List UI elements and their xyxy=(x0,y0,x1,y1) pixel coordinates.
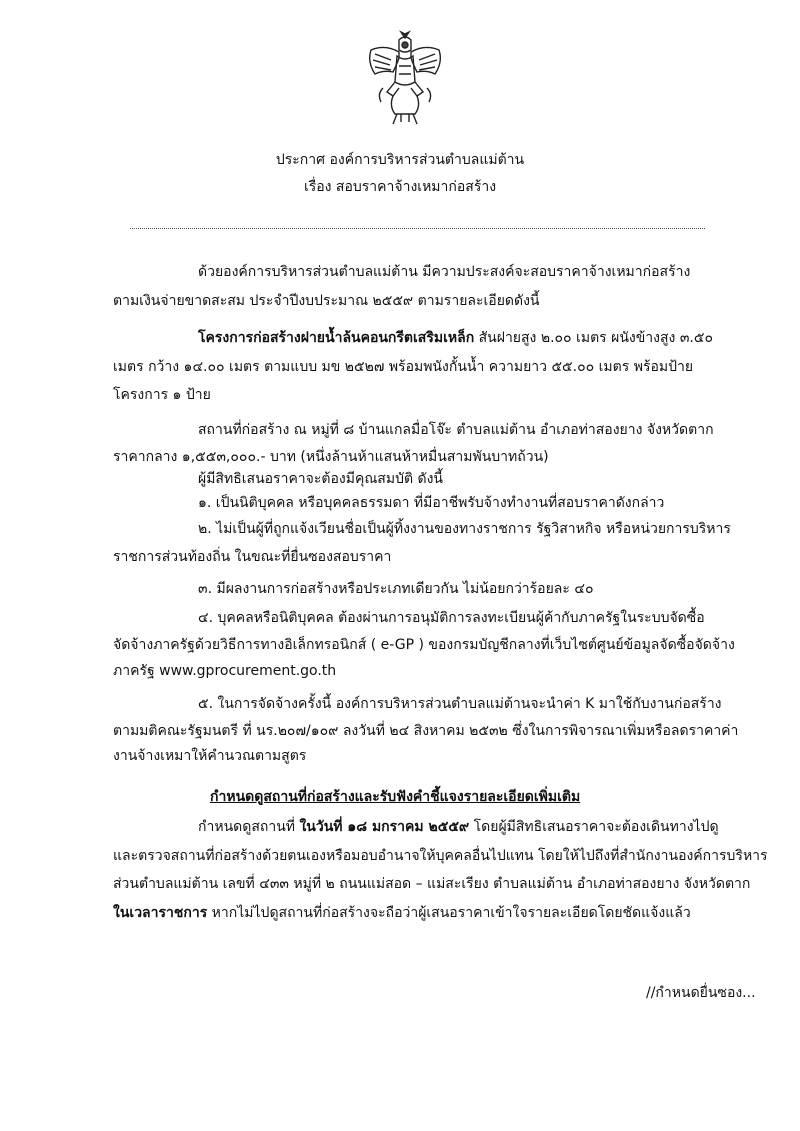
visit-line-4 xyxy=(113,903,691,923)
visit-line-1-rest: โดยผู้มีสิทธิเสนอราคาจะต้องเดินทางไปดู xyxy=(469,819,719,835)
qualification-1: ๑. เป็นนิติบุคคล หรือบุคคลธรรมดา ที่มีอาชีพรับจ้างทำงานที่สอบราคาดังกล่าว xyxy=(198,495,665,511)
qualification-4-line-2: จัดจ้างภาครัฐด้วยวิธีการทางอิเล็กทรอนิกส์ ( e-GP ) ของกรมบัญชีกลางที่เว็บไซต์ศูนย์ข้อมูลจัดซื้อจัดจ้าง xyxy=(113,637,735,653)
qualification-2-line-2: ราชการส่วนท้องถิ่น ในขณะที่ยื่นซองสอบราคา xyxy=(113,549,392,565)
intro-line-1: ด้วยองค์การบริหารส่วนตำบลแม่ต้าน มีความประสงค์จะสอบราคาจ้างเหมาก่อสร้าง xyxy=(198,264,691,280)
visit-line-1 xyxy=(198,817,719,837)
project-line-2: เมตร กว้าง ๑๔.๐๐ เมตร ตามแบบ มข ๒๕๒๗ พร้อมพนังกั้นน้ำ ความยาว ๕๕.๐๐ เมตร พร้อมป้าย xyxy=(113,359,694,375)
qualification-5-line-3: งานจ้างเหมาให้คำนวณตามสูตร xyxy=(113,748,307,764)
location-line: สถานที่ก่อสร้าง ณ หมู่ที่ ๘ บ้านแกลมื่อโจ๊ะ ตำบลแม่ต้าน อำเภอท่าสองยาง จังหวัดตาก xyxy=(198,422,714,438)
dotted-divider xyxy=(130,228,705,229)
visit-line-1-lead: กำหนดดูสถานที่ xyxy=(198,819,300,835)
visit-line-4-rest: หากไม่ไปดูสถานที่ก่อสร้างจะถือว่าผู้เสนอราคาเข้าใจรายละเอียดโดยชัดแจ้งแล้ว xyxy=(207,905,691,921)
qualification-4-line-1: ๔. บุคคลหรือนิติบุคคล ต้องผ่านการอนุมัติการลงทะเบียนผู้ค้ากับภาครัฐในระบบจัดซื้อ xyxy=(198,610,705,626)
project-line-1 xyxy=(198,328,713,348)
qualification-2-line-1: ๒. ไม่เป็นผู้ที่ถูกแจ้งเวียนชื่อเป็นผู้ทิ้งงานของทางราชการ รัฐวิสาหกิจ หรือหน่วยการบริหาร xyxy=(198,521,731,537)
announcement-title: ประกาศ องค์การบริหารส่วนตำบลแม่ต้าน xyxy=(275,152,525,168)
visit-line-2: และตรวจสถานที่ก่อสร้างด้วยตนเองหรือมอบอำนาจให้บุคคลอื่นไปแทน โดยให้ไปถึงที่สำนักงานองค์การบริหาร xyxy=(113,848,768,864)
median-price-line: ราคากลาง ๑,๕๕๓,๐๐๐.- บาท (หนึ่งล้านห้าแสนห้าหมื่นสามพันบาทถ้วน) xyxy=(113,449,549,465)
office-hours: ในเวลาราชการ xyxy=(113,905,208,921)
qualification-5-line-2: ตามมติคณะรัฐมนตรี ที่ นร.๒๐๗/๑๐๙ ลงวันที่ ๒๔ สิงหาคม ๒๕๓๒ ซึ่งในการพิจารณาเพิ่มหรือลดราคาค่า xyxy=(113,723,739,739)
project-line-3: โครงการ ๑ ป้าย xyxy=(113,387,211,403)
announcement-subject: เรื่อง สอบราคาจ้างเหมาก่อสร้าง xyxy=(303,179,497,195)
intro-line-2: ตามเงินจ่ายขาดสะสม ประจำปีงบประมาณ ๒๕๕๙ ตามรายละเอียดดังนี้ xyxy=(113,293,540,309)
project-title: โครงการก่อสร้างฝายน้ำล้นคอนกรีตเสริมเหล็ก xyxy=(198,330,475,346)
visit-date: ในวันที่ ๑๘ มกราคม ๒๕๕๙ xyxy=(299,819,470,835)
continued-marker: //กำหนดยื่นซอง... xyxy=(646,985,756,1001)
qualifications-title: ผู้มีสิทธิเสนอราคาจะต้องมีคุณสมบัติ ดังนี้ xyxy=(198,471,444,487)
qualification-3: ๓. มีผลงานการก่อสร้างหรือประเภทเดียวกัน ไม่น้อยกว่าร้อยละ ๔๐ xyxy=(198,581,594,597)
qualification-4-line-3: ภาครัฐ www.gprocurement.go.th xyxy=(113,663,337,679)
garuda-emblem-icon xyxy=(363,30,447,126)
section-title: กำหนดดูสถานที่ก่อสร้างและรับฟังคำชี้แจงรายละเอียดเพิ่มเติม xyxy=(210,789,581,805)
visit-line-3: ส่วนตำบลแม่ต้าน เลขที่ ๔๓๓ หมู่ที่ ๒ ถนนแม่สอด – แม่สะเรียง ตำบลแม่ต้าน อำเภอท่าสองยาง จังหวัดตาก xyxy=(113,876,751,892)
qualification-5-line-1: ๕. ในการจัดจ้างครั้งนี้ องค์การบริหารส่วนตำบลแม่ต้านจะนำค่า K มาใช้กับงานก่อสร้าง xyxy=(198,696,722,712)
project-line-1-rest: สันฝายสูง ๒.๐๐ เมตร ผนังข้างสูง ๓.๕๐ xyxy=(474,330,713,346)
